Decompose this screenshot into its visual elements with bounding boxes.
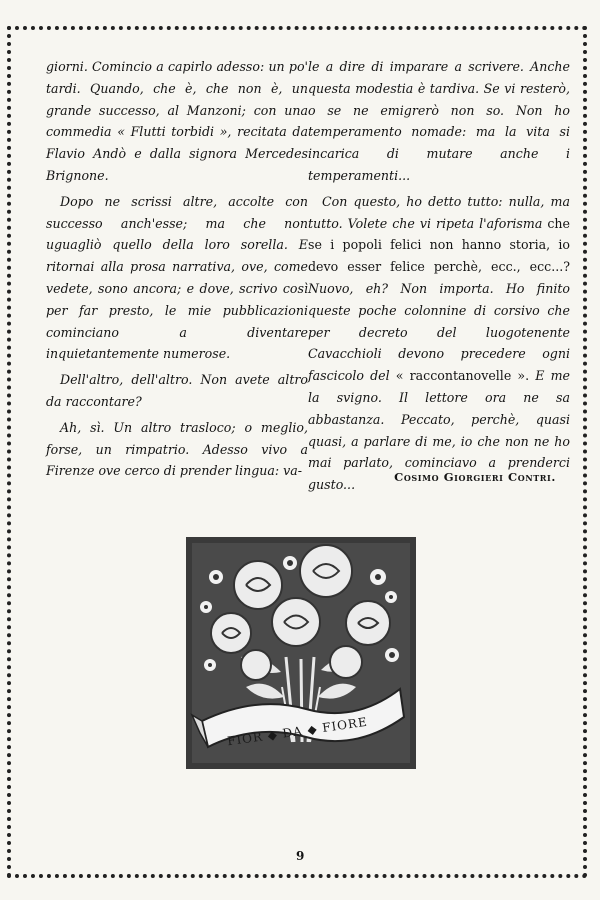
paragraph: giorni. Comincio a capirlo adesso: un po' tardi. Quando, che è, che non è, un grande successo, al Manzoni; con una commedia « Flutti torbidi », recitata da Flavio Andò e dalla signora Mercedes Brignone. (46, 59, 308, 183)
paragraph-segment: Nuovo, eh? Non importa. Ho finito queste poche colonnine di corsivo che per decreto del luogotenente Cavacchioli devono precedere ogni fascicolo del (308, 280, 570, 384)
page-number: 9 (296, 849, 305, 863)
paragraph: Ah, sì. Un altro trasloco; o meglio, forse, un rimpatrio. Adesso vivo a Firenze ove cerco di prender lingua: va- (46, 419, 308, 479)
paragraph: Dell'altro, dell'altro. Non avete altro da raccontare? (46, 372, 308, 409)
paragraph-segment: E me la svigno. Il lettore ora ne sa abbastanza. Peccato, perchè, quasi quasi, a parlare di me, io che non ne ho mai parlato, cominciavo a prenderci gusto... (308, 368, 570, 493)
paragraph (308, 191, 570, 496)
woodcut-emblem (186, 537, 416, 769)
author-signature: Cosimo Giorgieri Contri. (394, 470, 556, 484)
text-column-left (46, 56, 308, 482)
paragraph: le a dire di imparare a scrivere. Anche questa modestia è tardiva. Se vi resterò, o se ne emigrerò non so. Non ho temperamento nomade: ma la vita si incarica di mutare anche i temperamenti... (308, 59, 570, 183)
text-column-right (308, 56, 570, 496)
paragraph: Dopo ne scrissi altre, accolte con successo anch'esse; ma che non uguagliò quello della loro sorella. E ritornai alla prosa narrativa, ove, come vedete, sono ancora; e dove, scrivo così per far presto, le mie pubblicazioni cominciano a diventare inquietantemente numerose. (46, 193, 308, 362)
paragraph-segment-upright: che se i popoli felici non hanno storia, io devo esser felice perchè, ecc., ecc...? (308, 215, 570, 275)
paragraph-segment: Con questo, ho detto tutto: nulla, ma tutto. Volete che vi ripeta l'aforisma (308, 193, 570, 231)
banner-motto-text: FIOR ◆ DA ◆ FIORE (226, 714, 369, 749)
paragraph-segment-upright: « raccontanovelle ». (395, 368, 530, 384)
flower-bouquet-illustration (186, 537, 416, 769)
